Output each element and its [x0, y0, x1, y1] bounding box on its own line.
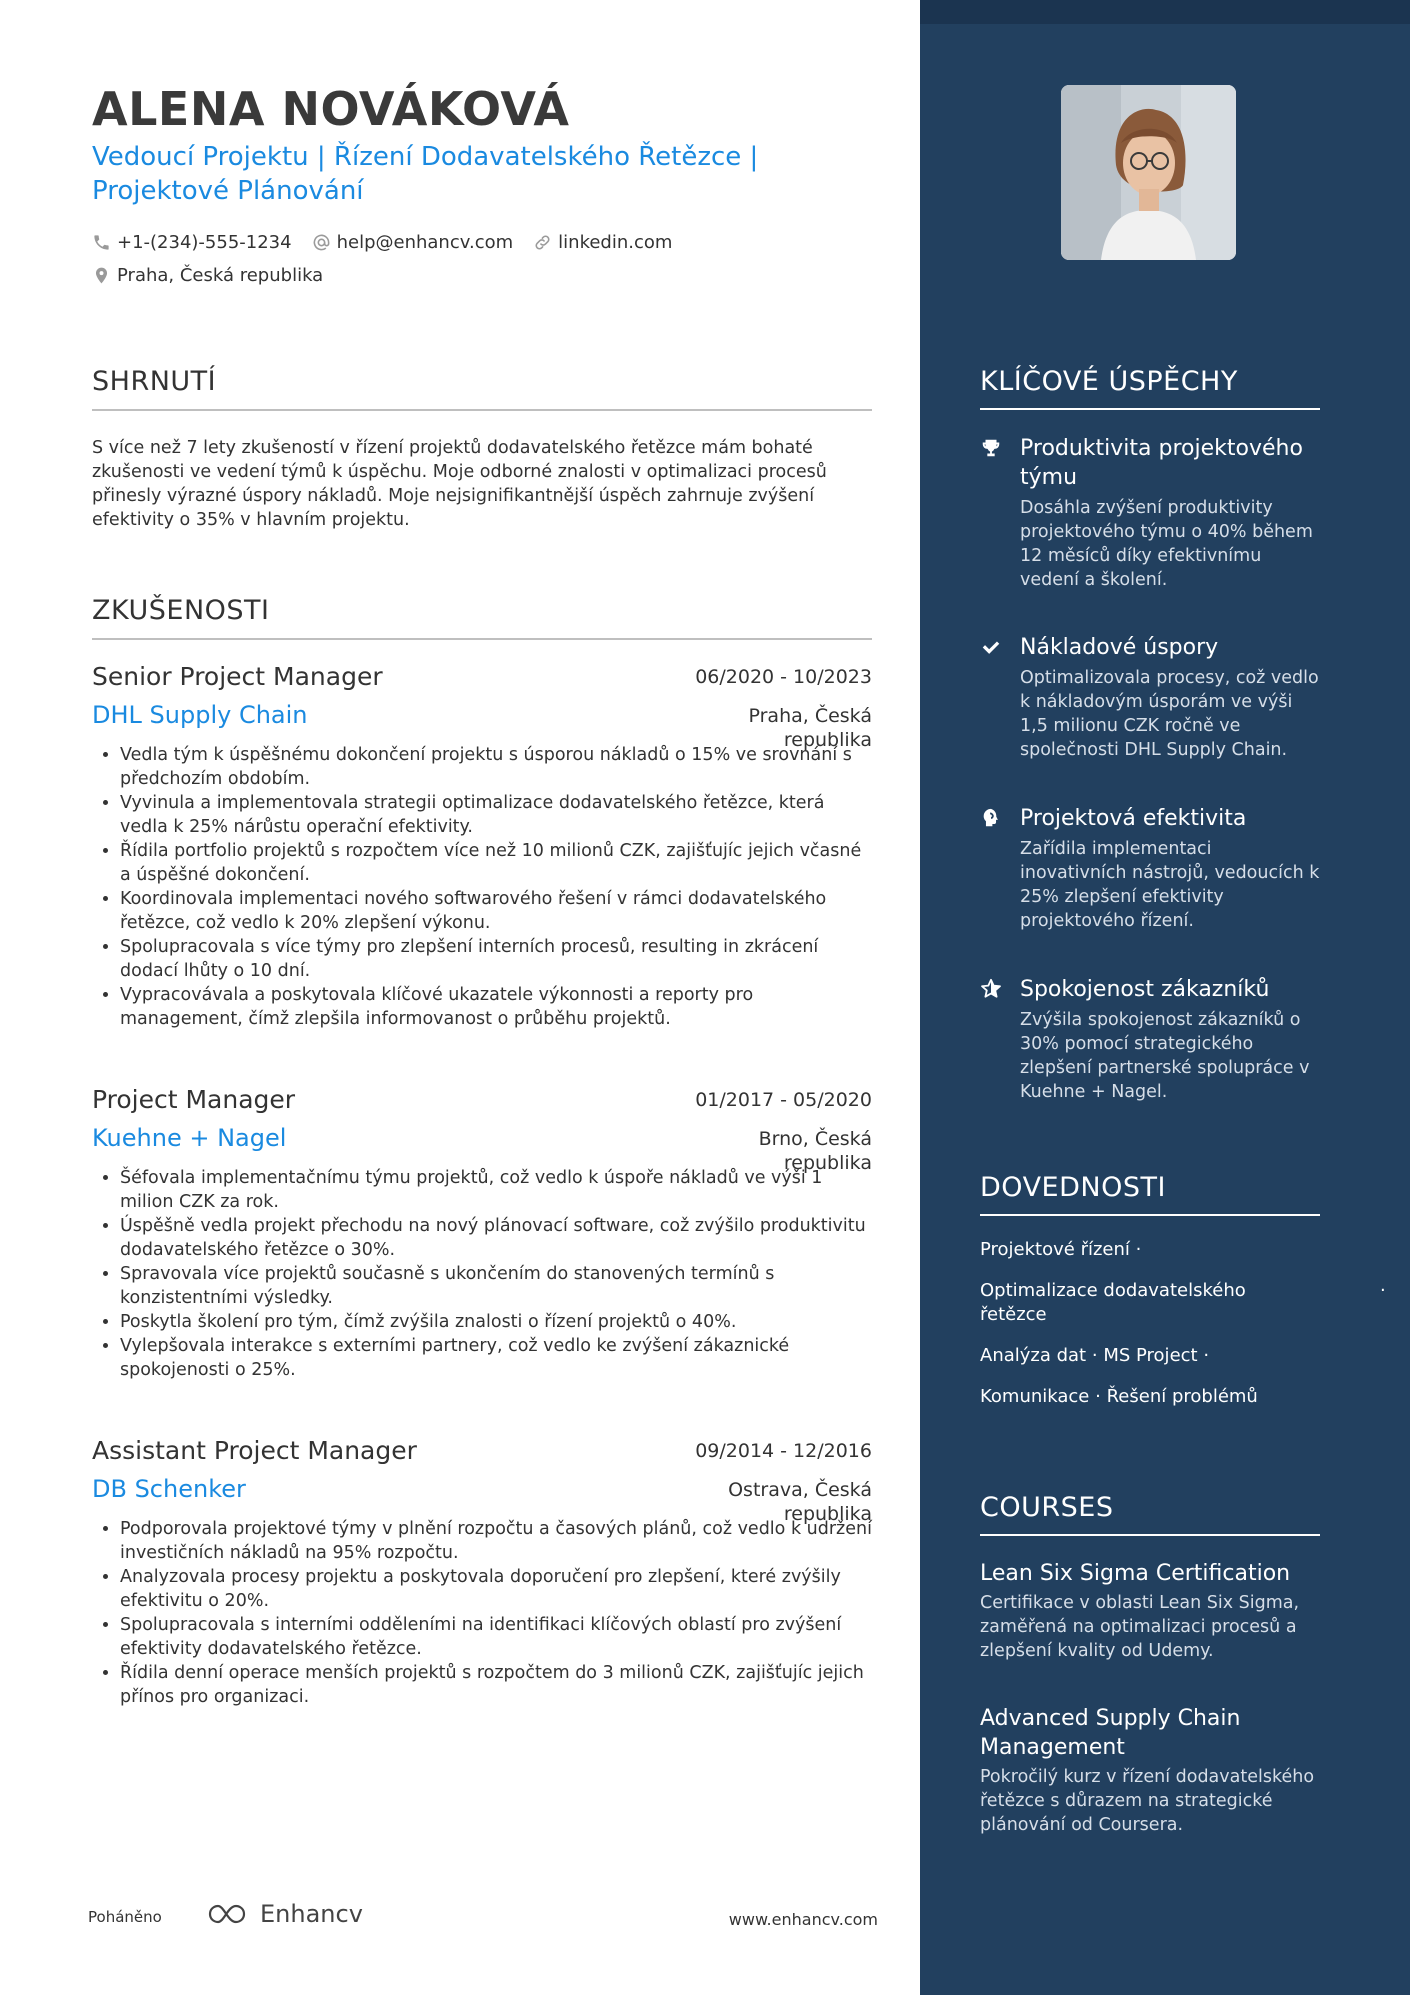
skill-item: Komunikace	[980, 1386, 1090, 1407]
course-heading: Advanced Supply Chain Management	[980, 1706, 1241, 1760]
headline	[92, 140, 812, 208]
profile-photo	[1061, 85, 1236, 260]
achievement-item	[980, 975, 1320, 1104]
footer	[88, 1900, 878, 1940]
at-icon	[312, 233, 331, 252]
job-location: Praha, Česká republika	[748, 705, 872, 751]
skill-item: MS Project	[1103, 1345, 1198, 1366]
headline-line-2: Projektové Plánování	[92, 176, 364, 206]
phone-item	[92, 232, 292, 253]
job-title: Project Manager	[92, 1085, 296, 1114]
summary-title: SHRNUTÍ	[92, 366, 872, 411]
job-location: Ostrava, Česká republika	[728, 1479, 872, 1525]
phone-text: +1-(234)-555-1234	[117, 231, 292, 253]
job-entry	[92, 1436, 872, 1709]
phone-icon	[92, 233, 111, 252]
job-bullet: • Šéfovala implementačnímu týmu projektů, což vedlo k úspoře nákladů ve výši 1 milion CZK za rok.	[120, 1166, 872, 1214]
job-bullets	[92, 1517, 872, 1709]
headline-line-1: Vedoucí Projektu | Řízení Dodavatelského Řetězce |	[92, 142, 759, 172]
job-bullet: • Poskytla školení pro tým, čímž zvýšila znalosti o řízení projektů o 40%.	[120, 1310, 872, 1334]
sidebar-top-bar	[920, 0, 1410, 24]
achievement-item	[980, 434, 1320, 592]
job-bullet: • Vedla tým k úspěšnému dokončení projektu s úsporou nákladů o 15% ve srovnání s předchozím obdobím.	[120, 743, 872, 791]
location-pin-icon	[92, 266, 111, 285]
achievement-text: Zvýšila spokojenost zákazníků o 30% pomocí strategického zlepšení partnerské spolupráce v Kuehne + Nagel.	[1020, 1010, 1310, 1102]
course-text: Certifikace v oblasti Lean Six Sigma, zaměřená na optimalizaci procesů a zlepšení kvality od Udemy.	[980, 1593, 1300, 1661]
job-bullet: • Řídila denní operace menších projektů s rozpočtem do 3 milionů CZK, zajišťujíc jejich přínos pro organizaci.	[120, 1661, 872, 1709]
job-company: DB Schenker	[92, 1475, 246, 1503]
achievement-heading: Projektová efektivita	[1020, 806, 1247, 831]
job-bullets	[92, 743, 872, 1031]
job-bullet: • Vyvinula a implementovala strategii optimalizace dodavatelského řetězce, která vedla k 25% nárůstu operační efektivity.	[120, 791, 872, 839]
enhancv-logo-icon	[206, 1902, 252, 1926]
linkedin-item[interactable]	[533, 232, 672, 253]
contact-info	[92, 229, 852, 295]
achievement-item	[980, 804, 1320, 933]
skills-title: DOVEDNOSTI	[980, 1172, 1320, 1216]
job-dates: 09/2014 - 12/2016	[695, 1440, 872, 1462]
job-title: Senior Project Manager	[92, 662, 383, 691]
location-item	[92, 265, 323, 286]
job-bullets	[92, 1166, 872, 1382]
achievement-text: Dosáhla zvýšení produktivity projektového týmu o 40% během 12 měsíců díky efektivnímu vedení a školení.	[1020, 498, 1313, 590]
achievements-title: KLÍČOVÉ ÚSPĚCHY	[980, 366, 1320, 410]
skill-item: Projektové řízení	[980, 1239, 1130, 1260]
achievement-text: Optimalizovala procesy, což vedlo k nákladovým úsporám ve výši 1,5 milionu CZK ročně ve společnosti DHL Supply Chain.	[1020, 668, 1319, 760]
skill-separator: ·	[1135, 1239, 1142, 1260]
enhancv-logo-text: Enhancv	[260, 1900, 363, 1928]
achievement-heading: Produktivita projektového týmu	[1020, 436, 1303, 490]
job-bullet: • Vypracovávala a poskytovala klíčové ukazatele výkonnosti a reporty pro management, čímž zlepšila informovanost o průběhu projektů.	[120, 983, 872, 1031]
job-company: Kuehne + Nagel	[92, 1124, 287, 1152]
skill-separator: ·	[1095, 1386, 1101, 1407]
course-heading: Lean Six Sigma Certification	[980, 1561, 1291, 1586]
skill-separator: ·	[1091, 1345, 1098, 1366]
sidebar	[920, 0, 1410, 1995]
skill-item: Řešení problémů	[1106, 1386, 1258, 1407]
job-location: Brno, Česká republika	[758, 1128, 872, 1174]
powered-by-text: Poháněno	[88, 1908, 162, 1926]
experience-title: ZKUŠENOSTI	[92, 595, 872, 640]
job-entry	[92, 662, 872, 1031]
job-bullet: • Úspěšně vedla projekt přechodu na nový plánovací software, což zvýšilo produktivitu dodavatelského řetězce o 30%.	[120, 1214, 872, 1262]
achievement-item	[980, 633, 1320, 762]
job-dates: 06/2020 - 10/2023	[695, 666, 872, 688]
course-text: Pokročilý kurz v řízení dodavatelského řetězce s důrazem na strategické plánování od Coursera.	[980, 1767, 1315, 1835]
linkedin-text[interactable]: linkedin.com	[558, 231, 673, 253]
candidate-name: ALENA NOVÁKOVÁ	[92, 82, 570, 136]
email-item[interactable]	[312, 232, 514, 253]
skills-list	[980, 1238, 1386, 1426]
job-bullet: • Analyzovala procesy projektu a poskytovala doporučení pro zlepšení, které zvýšily efektivitu o 20%.	[120, 1565, 872, 1613]
courses-title: COURSES	[980, 1492, 1320, 1536]
trophy-icon	[980, 437, 1002, 459]
achievement-heading: Spokojenost zákazníků	[1020, 977, 1270, 1002]
job-entry	[92, 1085, 872, 1382]
job-company: DHL Supply Chain	[92, 701, 308, 729]
skill-item: Analýza dat	[980, 1345, 1087, 1366]
job-bullet: • Spolupracovala s více týmy pro zlepšení interních procesů, resulting in zkrácení dodací lhůty o 10 dní.	[120, 935, 872, 983]
location-text: Praha, Česká republika	[117, 264, 324, 286]
job-bullet: • Řídila portfolio projektů s rozpočtem více než 10 milionů CZK, zajišťujíc jejich včasné a úspěšné dokončení.	[120, 839, 872, 887]
profile-photo-illustration	[1061, 85, 1236, 260]
link-icon	[533, 233, 552, 252]
summary-text: S více než 7 lety zkušeností v řízení projektů dodavatelského řetězce mám bohaté zkušenosti ve vedení týmů k úspěchu. Moje odborné znalosti v optimalizaci procesů přinesly výrazné úspory nákladů. Moje nejsignifikantnější úspěch zahrnuje zvýšení efektivity o 35% v hlavním projektu.	[92, 438, 827, 530]
skill-separator: ·	[1380, 1280, 1386, 1301]
brain-icon	[980, 807, 1002, 829]
achievement-text: Zařídila implementaci inovativních nástrojů, vedoucích k 25% zlepšení efektivity projektového řízení.	[1020, 839, 1320, 931]
job-bullet: • Koordinovala implementaci nového softwarového řešení v rámci dodavatelského řetězce, což vedlo k 20% zlepšení výkonu.	[120, 887, 872, 935]
email-text[interactable]: help@enhancv.com	[336, 231, 514, 253]
job-title: Assistant Project Manager	[92, 1436, 417, 1465]
course-item	[980, 1559, 1320, 1663]
job-bullet: • Vylepšovala interakce s externími partnery, což vedlo ke zvýšení zákaznické spokojenosti o 25%.	[120, 1334, 872, 1382]
achievement-heading: Nákladové úspory	[1020, 635, 1219, 660]
footer-website[interactable]: www.enhancv.com	[728, 1910, 878, 1929]
job-dates: 01/2017 - 05/2020	[695, 1089, 872, 1111]
course-item	[980, 1704, 1320, 1837]
check-icon	[980, 636, 1002, 658]
star-icon	[980, 978, 1002, 1000]
skill-separator: ·	[1203, 1345, 1210, 1366]
job-bullet: • Spolupracovala s interními odděleními na identifikaci klíčových oblastí pro zvýšení efektivity dodavatelského řetězce.	[120, 1613, 872, 1661]
job-bullet: • Spravovala více projektů současně s ukončením do stanovených termínů s konzistentními výsledky.	[120, 1262, 872, 1310]
skill-item: Optimalizace dodavatelského řetězce	[980, 1280, 1246, 1325]
job-bullet: • Podporovala projektové týmy v plnění rozpočtu a časových plánů, což vedlo k udržení investičních nákladů na 95% rozpočtu.	[120, 1517, 872, 1565]
enhancv-logo[interactable]	[206, 1900, 363, 1928]
